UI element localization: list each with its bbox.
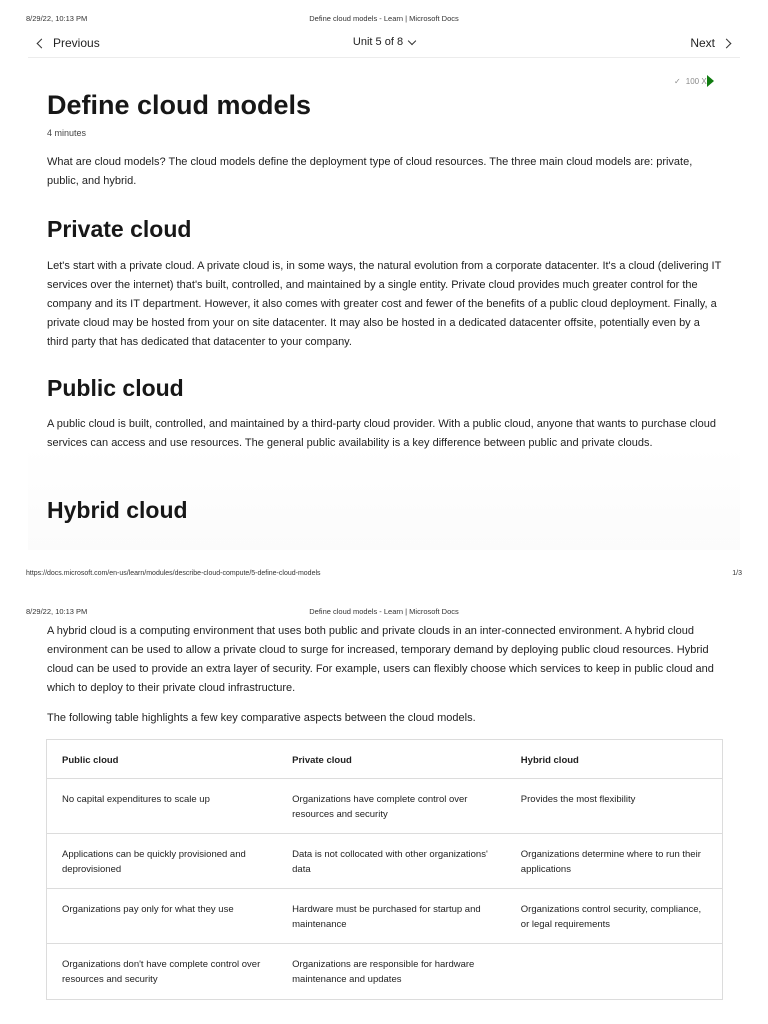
print-date: 8/29/22, 10:13 PM — [26, 14, 88, 23]
table-cell: No capital expenditures to scale up — [47, 779, 278, 834]
table-cell: Applications can be quickly provisioned and deprovisioned — [47, 834, 278, 889]
previous-label: Previous — [53, 36, 100, 50]
table-cell — [506, 944, 723, 1000]
page-title: Define cloud models — [47, 90, 312, 120]
table-header-cell: Hybrid cloud — [506, 740, 723, 779]
private-cloud-heading: Private cloud — [47, 216, 192, 242]
reading-duration: 4 minutes — [47, 128, 87, 138]
unit-navigation — [28, 30, 740, 58]
private-cloud-paragraph: Let's start with a private cloud. A private cloud is, in some ways, the natural evolution from a corporate datacenter. It's a cloud (delivering IT services over the internet) that's built, controlled, and maintained by a single entity. Private cloud provides much greater control for the company and its IT department. However, it also comes with greater cost and fewer of the benefits of a public cloud deployment. Finally, a private cloud may be hosted from your on site datacenter. It may also be hosted in a dedicated datacenter offsite, potentially even by a third party that has dedicated that datacenter to your company. — [47, 260, 722, 348]
next-button[interactable] — [690, 36, 730, 50]
print-doc-title: Define cloud models - Learn | Microsoft Docs — [309, 14, 459, 23]
table-cell: Organizations don't have complete control over resources and security — [62, 959, 261, 985]
play-icon[interactable] — [707, 75, 714, 87]
public-cloud-heading: Public cloud — [47, 375, 184, 401]
table-cell: Organizations pay only for what they use — [47, 889, 278, 944]
table-row — [47, 944, 723, 1000]
checkmark-icon: ✓ — [674, 77, 681, 86]
table-header-row — [47, 740, 723, 779]
table-cell: Organizations control security, compliance, or legal requirements — [506, 889, 723, 944]
table-cell: Organizations are responsible for hardware maintenance and updates — [292, 959, 475, 985]
table-cell: Provides the most flexibility — [506, 779, 723, 834]
table-intro-paragraph: The following table highlights a few key comparative aspects between the cloud models. — [47, 712, 476, 724]
print-page-number: 1/3 — [732, 570, 742, 577]
hybrid-cloud-heading: Hybrid cloud — [47, 497, 188, 523]
hybrid-cloud-block — [47, 622, 723, 698]
public-cloud-paragraph: A public cloud is built, controlled, and maintained by a third-party cloud provider. With a public cloud, anyone that wants to purchase cloud services can access and use resources. The general public availability is a key difference between public and private clouds. — [47, 418, 716, 449]
unit-selector[interactable] — [353, 36, 415, 48]
table-row — [47, 889, 723, 944]
table-cell: Organizations determine where to run their applications — [506, 834, 723, 889]
table-header-cell: Private cloud — [277, 740, 506, 779]
table-intro-block — [47, 709, 723, 728]
comparison-table — [46, 739, 723, 1000]
print-footer — [26, 570, 742, 582]
print-header — [26, 14, 742, 26]
chevron-right-icon — [722, 38, 732, 48]
private-cloud-block — [47, 257, 723, 352]
xp-value: 100 XP — [685, 77, 712, 86]
print-doc-title: Define cloud models - Learn | Microsoft Docs — [309, 607, 459, 616]
unit-label: Unit 5 of 8 — [352, 36, 404, 48]
hybrid-cloud-paragraph: A hybrid cloud is a computing environment that uses both public and private clouds in an inter-connected environment. A hybrid cloud environment can be used to allow a private cloud to surge for increased, temporary demand by deploying public cloud resources. Hybrid cloud can be used to provide an extra layer of security. For example, users can flexibly choose which services to keep in public cloud and which to deploy to their private cloud infrastructure. — [47, 625, 714, 694]
intro-paragraph-block — [47, 153, 723, 191]
table-row — [47, 834, 723, 889]
print-header-page-two — [26, 607, 742, 619]
table-cell: Hardware must be purchased for startup and maintenance — [277, 889, 506, 944]
table-cell: Data is not collocated with other organizations' data — [277, 834, 506, 889]
public-cloud-block — [47, 415, 723, 453]
table-header-cell: Public cloud — [47, 740, 278, 779]
chevron-down-icon — [408, 36, 416, 44]
table-cell: Organizations have complete control over resources and security — [277, 779, 506, 834]
next-label: Next — [690, 36, 715, 50]
print-url: https://docs.microsoft.com/en-us/learn/modules/describe-cloud-compute/5-define-cloud-models — [26, 570, 321, 577]
intro-paragraph: What are cloud models? The cloud models define the deployment type of cloud resources. The three main cloud models are: private, public, and hybrid. — [47, 156, 693, 187]
print-date: 8/29/22, 10:13 PM — [26, 607, 88, 616]
table-row — [47, 779, 723, 834]
